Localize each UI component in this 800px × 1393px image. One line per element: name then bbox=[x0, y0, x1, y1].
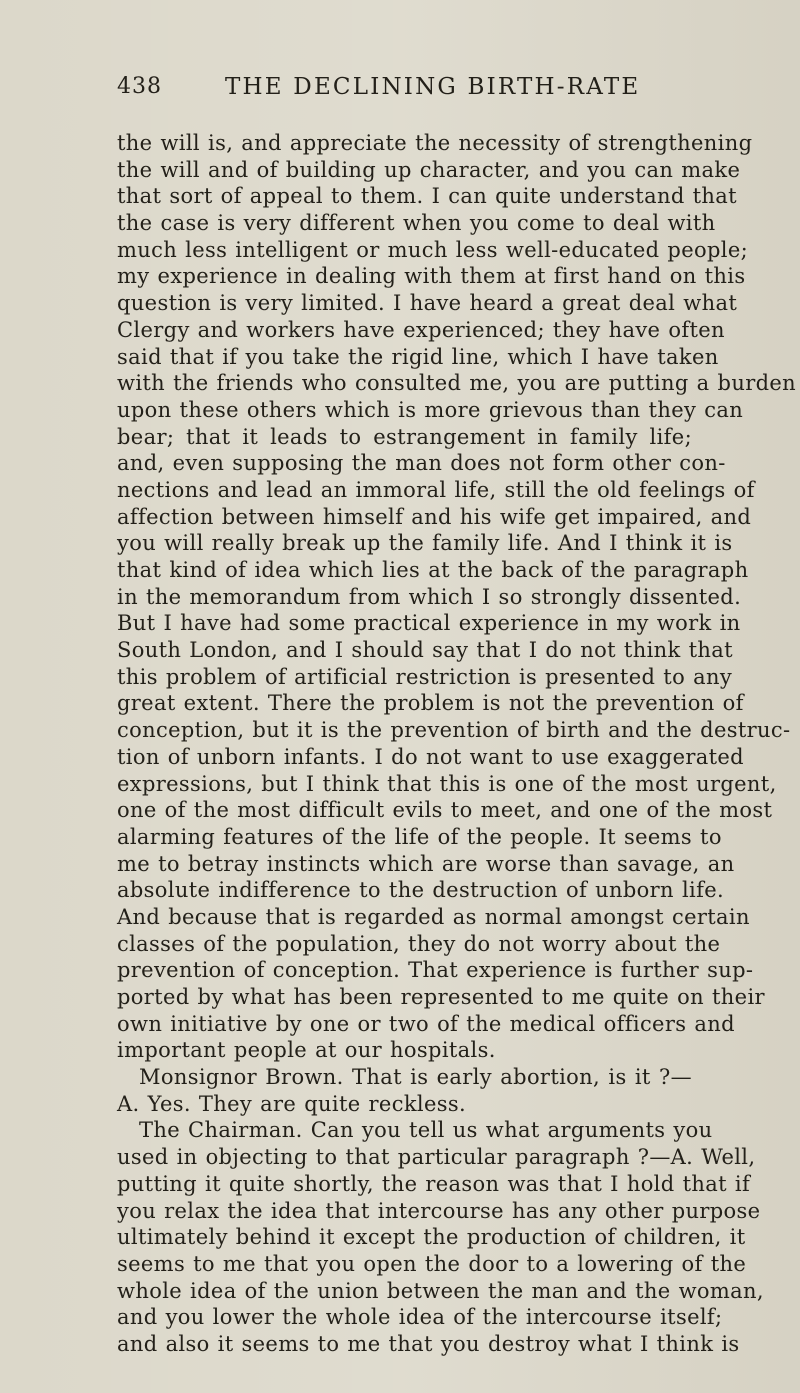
text-line: affection between himself and his wife get impaired, and bbox=[117, 504, 752, 529]
text-line: used in objecting to that particular paragraph ?—A. Well, bbox=[117, 1145, 756, 1170]
text-line: and also it seems to me that you destroy what I think is bbox=[117, 1331, 740, 1356]
text-line: A. Yes. They are quite reckless. bbox=[117, 1091, 467, 1116]
text-line: bear; that it leads to estrangement in family life; bbox=[117, 424, 692, 449]
text-line: expressions, but I think that this is one of the most urgent, bbox=[117, 771, 777, 796]
text-line: seems to me that you open the door to a lowering of the bbox=[117, 1251, 747, 1276]
text-line: my experience in dealing with them at first hand on this bbox=[117, 264, 746, 289]
text-line: question is very limited. I have heard a great deal what bbox=[117, 291, 738, 316]
text-line: tion of unborn infants. I do not want to use exaggerated bbox=[117, 744, 744, 769]
text-line: you will really break up the family life. And I think it is bbox=[117, 531, 733, 556]
text-line: South London, and I should say that I do not think that bbox=[117, 638, 733, 663]
text-line: with the friends who consulted me, you are putting a burden bbox=[117, 371, 797, 396]
text-line: this problem of artificial restriction is presented to any bbox=[117, 664, 733, 689]
text-line: you relax the idea that intercourse has any other purpose bbox=[117, 1198, 761, 1223]
text-line: ultimately behind it except the production of children, it bbox=[117, 1225, 746, 1250]
text-line: nections and lead an immoral life, still the old feelings of bbox=[117, 477, 755, 502]
text-line: own initiative by one or two of the medical officers and bbox=[117, 1011, 735, 1036]
text-line: classes of the population, they do not worry about the bbox=[117, 931, 721, 956]
body-text bbox=[117, 130, 797, 1358]
text-line: in the memorandum from which I so strongly dissented. bbox=[117, 584, 742, 609]
text-line: the will is, and appreciate the necessity of strengthening bbox=[117, 131, 753, 155]
text-line: me to betray instincts which are worse than savage, an bbox=[117, 851, 735, 876]
text-line: important people at our hospitals. bbox=[117, 1038, 496, 1063]
text-line: conception, but it is the prevention of birth and the destruc- bbox=[117, 718, 791, 743]
text-line: alarming features of the life of the people. It seems to bbox=[117, 824, 722, 849]
text-line: upon these others which is more grievous than they can bbox=[117, 397, 744, 422]
text-line: one of the most difficult evils to meet, and one of the most bbox=[117, 798, 773, 823]
text-line: The Chairman. Can you tell us what arguments you bbox=[139, 1118, 713, 1143]
text-line: Clergy and workers have experienced; they have often bbox=[117, 317, 725, 342]
text-line: putting it quite shortly, the reason was that I hold that if bbox=[117, 1171, 751, 1196]
running-head: THE DECLINING BIRTH-RATE bbox=[225, 74, 641, 100]
text-line: whole idea of the union between the man and the woman, bbox=[117, 1278, 764, 1303]
text-line: that kind of idea which lies at the back of the paragraph bbox=[117, 558, 749, 582]
text-line: and you lower the whole idea of the intercourse itself; bbox=[117, 1305, 723, 1330]
text-line: And because that is regarded as normal amongst certain bbox=[117, 904, 750, 929]
text-line: great extent. There the problem is not the prevention of bbox=[117, 691, 744, 716]
page-header bbox=[117, 74, 692, 118]
text-line: said that if you take the rigid line, which I have taken bbox=[117, 344, 719, 369]
page-number: 438 bbox=[117, 74, 162, 99]
text-line: the will and of building up character, and you can make bbox=[117, 157, 741, 182]
text-line: prevention of conception. That experience is further sup- bbox=[117, 958, 754, 983]
text-line: that sort of appeal to them. I can quite understand that bbox=[117, 184, 737, 209]
text-line: ported by what has been represented to me quite on their bbox=[117, 985, 765, 1009]
text-line: But I have had some practical experience in my work in bbox=[117, 611, 741, 636]
text-line: much less intelligent or much less well-educated people; bbox=[117, 237, 749, 262]
text-line: the case is very different when you come to deal with bbox=[117, 211, 716, 236]
text-line: and, even supposing the man does not form other con- bbox=[117, 451, 726, 476]
text-line: Monsignor Brown. That is early abortion, is it ?— bbox=[139, 1065, 692, 1090]
text-line: absolute indifference to the destruction of unborn life. bbox=[117, 878, 725, 903]
